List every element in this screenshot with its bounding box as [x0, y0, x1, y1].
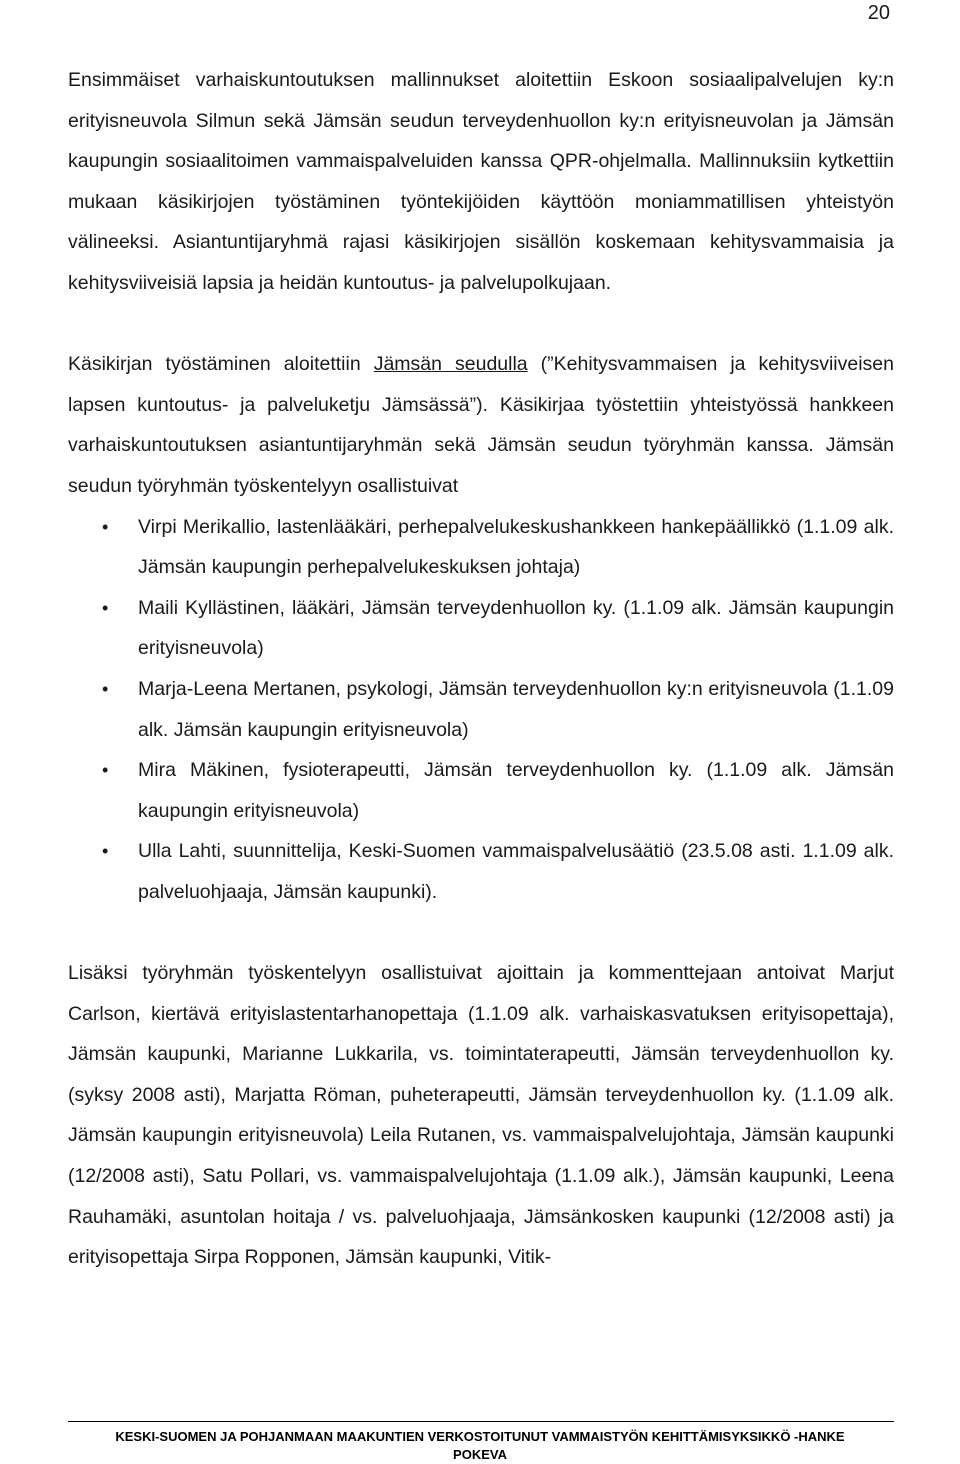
bullet-icon: • [102, 597, 109, 618]
page-footer [30, 1428, 930, 1464]
bullet-icon: • [102, 760, 109, 781]
bullet-icon: • [102, 516, 109, 537]
list-item-text: Marja-Leena Mertanen, psykologi, Jämsän terveydenhuollon ky:n erityisneuvola (1.1.09 alk. Jämsän kaupungin erityisneuvola) [138, 677, 894, 741]
list-item [68, 831, 894, 912]
document-body [68, 60, 894, 1278]
footer-project-name: KESKI-SUOMEN JA POHJANMAAN MAAKUNTIEN VERKOSTOITUNUT VAMMAISTYÖN KEHITTÄMISYKSIKKÖ -HANKE [115, 1429, 845, 1444]
list-item [68, 588, 894, 669]
paragraph-handbook-rest: (”Kehitysvammaisen ja kehitysviiveisen lapsen kuntoutus- ja palveluketju Jämsässä”). Käsikirjaa työstettiin yhteistyössä hankkeen varhaiskuntoutuksen asiantuntijaryhmän sekä Jämsän seudun työryhmän kanssa. Jämsän seudun työryhmän työskentelyyn osallistuivat [68, 353, 894, 497]
jamsa-region-link[interactable]: Jämsän seudulla [373, 353, 528, 376]
bullet-icon: • [102, 678, 109, 699]
footer-acronym: POKEVA [453, 1447, 507, 1462]
list-item-text: Maili Kyllästinen, lääkäri, Jämsän terveydenhuollon ky. (1.1.09 alk. Jämsän kaupungin erityisneuvola) [138, 596, 894, 660]
bullet-icon: • [102, 841, 109, 862]
paragraph-intro: Ensimmäiset varhaiskuntoutuksen mallinnukset aloitettiin Eskoon sosiaalipalvelujen ky:n erityisneuvola Silmun sekä Jämsän seudun terveydenhuollon ky:n erityisneuvolan ja Jämsän kaupungin sosiaalitoimen vammaispalveluiden kanssa QPR-ohjelmalla. Mallinnuksiin kytkettiin mukaan käsikirjojen työstäminen työntekijöiden käyttöön moniammatillisen yhteistyön välineeksi. Asiantuntijaryhmä rajasi käsikirjojen sisällön koskemaan kehitysvammaisia ja kehitysviiveisiä lapsia ja heidän kuntoutus- ja palvelupolkujaan. [68, 69, 894, 294]
list-item-text: Mira Mäkinen, fysioterapeutti, Jämsän terveydenhuollon ky. (1.1.09 alk. Jämsän kaupungin erityisneuvola) [138, 759, 894, 822]
paragraph-additional-participants: Lisäksi työryhmän työskentelyyn osallistuivat ajoittain ja kommenttejaan antoivat Marjut Carlson, kiertävä erityislastentarhanopettaja (1.1.09 alk. varhaiskasvatuksen erityisopettaja), Jämsän kaupunki, Marianne Lukkarila, vs. toimintaterapeutti, Jämsän terveydenhuollon ky. (syksy 2008 asti), Marjatta Röman, puheterapeutti, Jämsän terveydenhuollon ky. (1.1.09 alk. Jämsän kaupungin erityisneuvola) Leila Rutanen, vs. vammaispalvelujohtaja, Jämsän kaupunki (12/2008 asti), Satu Pollari, vs. vammaispalvelujohtaja (1.1.09 alk.), Jämsän kaupunki, Leena Rauhamäki, asuntolan hoitaja / vs. palveluohjaaja, Jämsänkosken kaupunki (12/2008 asti) ja erityisopettaja Sirpa Ropponen, Jämsän kaupunki, Vitik- [68, 962, 894, 1269]
paragraph-gap [68, 912, 894, 953]
paragraph-handbook-start: Käsikirjan työstäminen aloitettiin [68, 353, 374, 376]
list-item-text: Virpi Merikallio, lastenlääkäri, perhepalvelukeskushankkeen hankepäällikkö (1.1.09 alk. Jämsän kaupungin perhepalvelukeskuksen johtaja) [138, 515, 894, 579]
paragraph-gap [68, 304, 894, 345]
footer-divider [68, 1421, 894, 1422]
list-item [68, 507, 894, 588]
participant-list [68, 507, 894, 913]
list-item [68, 750, 894, 831]
list-item [68, 669, 894, 750]
list-item-text: Ulla Lahti, suunnittelija, Keski-Suomen vammaispalvelusäätiö (23.5.08 asti. 1.1.09 alk. palveluohjaaja, Jämsän kaupunki). [138, 840, 894, 903]
page-number: 20 [867, 2, 890, 24]
paragraph-handbook [68, 344, 894, 506]
